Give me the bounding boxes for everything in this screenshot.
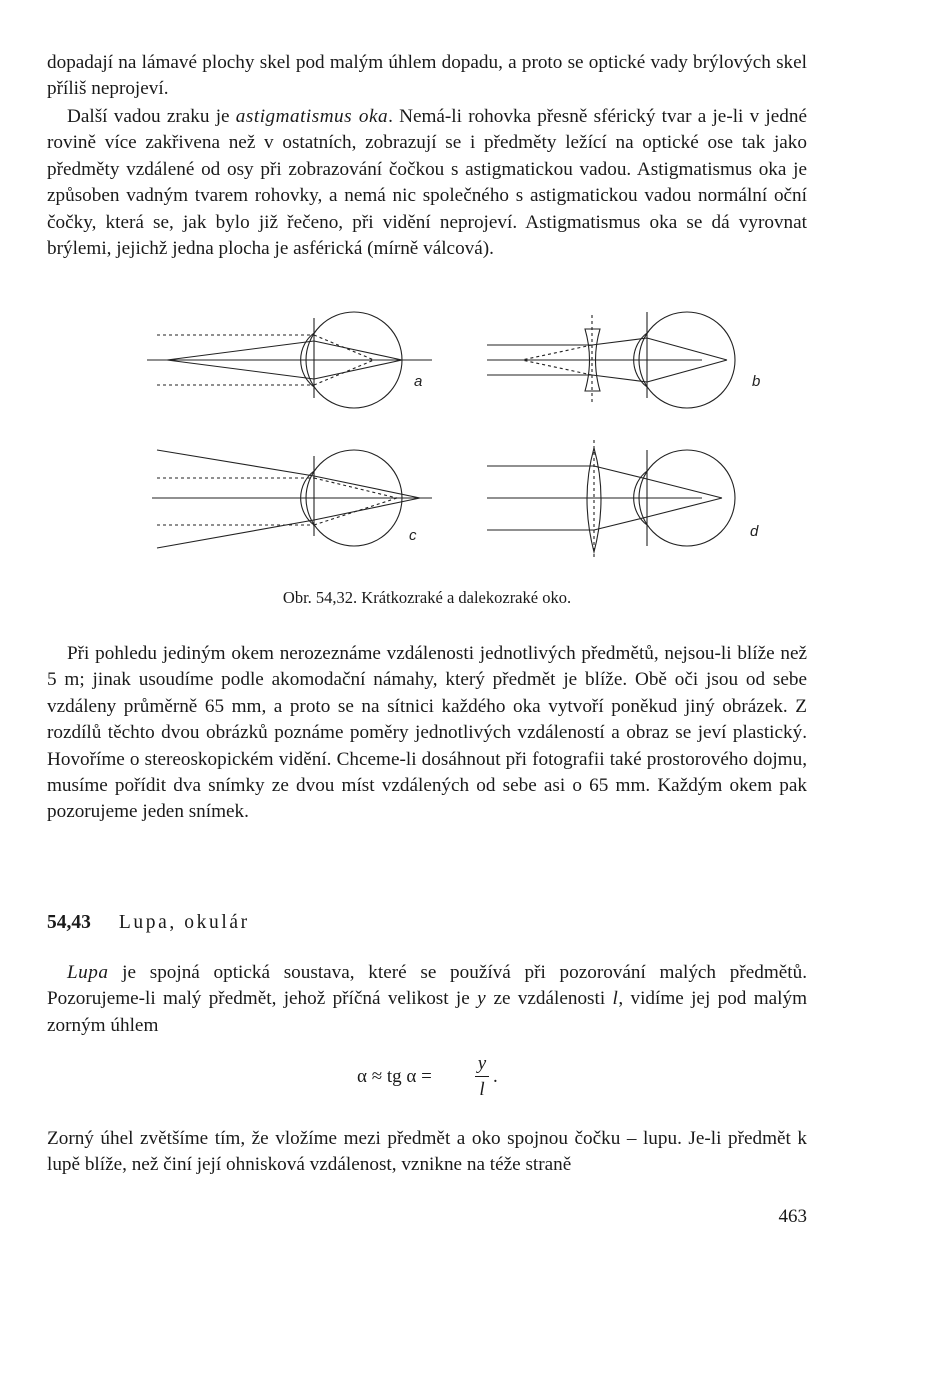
paragraph-2-lead: Další vadou zraku je (67, 106, 236, 127)
paragraph-2-rest: . Nemá-li rohovka přesně sférický tvar a je-li v jedné rovině více zakřivena než v ostatních, zobrazují se i předměty ležící na optické ose tak jako předměty vzdálené od osy při zobrazování čočkou s astigmatickou vadou. Astigmatismus oka je způsoben vadným tvarem rohovky, a nemá nic společného s astigmatickou vadou normální oční čočky, která se, jak bylo již řečeno, při vidění neprojeví. Astigmatismus oka se dá vyrovnat brýlemi, jejichž jedna plocha je asférická (mírně válcová). (47, 106, 807, 260)
label-d: d (750, 523, 759, 540)
diagram-b-corrected-myopia (487, 312, 735, 408)
formula-numerator: y (477, 1053, 487, 1074)
label-c: c (409, 527, 417, 544)
section-title: Lupa, okulár (118, 912, 250, 933)
eye-diagram-figure (142, 300, 761, 572)
paragraph-4-text-1: je spojná optická soustava, které se používá při pozorování malých předmětů. Pozorujeme-li malý předmět, jehož příčná velikost je (47, 962, 807, 1010)
formula-denominator: l (479, 1079, 485, 1100)
eye-diagrams (142, 300, 761, 572)
paragraph-magnifier (47, 960, 807, 1039)
paragraph-stereoscopic: Při pohledu jediným okem nerozeznáme vzdálenosti jednotlivých předmětů, nejsou-li blíže než 5 m; jinak usoudíme podle akomodační námahy, který předmět je blíže. Obě oči jsou od sebe vzdáleny průměrně 65 mm, a proto se na sítnici každého oka vytvoří poněkud jiný obrázek. Z rozdílů těchto dvou obrázků poznáme poměry jednotlivých vzdáleností a obraz se jeví plastický. Hovoříme o stereoskopickém vidění. Chceme-li dosáhnout při fotografii také prostorového dojmu, musíme pořídit dva snímky ze dvou míst vzdálených od sebe asi o 65 mm. Každým okem pak pozorujeme jeden snímek. (47, 643, 807, 823)
paragraph-4-text-2: ze vzdálenosti (486, 988, 613, 1010)
diagram-c-hyperopic-eye (152, 450, 432, 548)
label-a: a (414, 373, 423, 390)
variable-y: y (477, 988, 487, 1010)
paragraph-1: dopadají na lámavé plochy skel pod malým úhlem dopadu, a proto se optické vady brýlových skel příliš neprojeví. (47, 52, 807, 100)
formula-fraction (475, 1054, 489, 1101)
diagram-d-corrected-hyperopia (487, 440, 735, 560)
variable-l: l (612, 988, 619, 1010)
formula-end: . (493, 1066, 498, 1087)
fraction-bar (475, 1076, 489, 1077)
section-number: 54,43 (47, 912, 91, 933)
figure-caption: Obr. 54,32. Krátkozraké a dalekozraké oko. (282, 588, 572, 607)
diagram-a-myopic-eye (147, 312, 432, 408)
term-astigmatism: astigmatismus oka (235, 106, 389, 127)
paragraph-4-text-3: , vidíme jej pod malým zorným úhlem (47, 988, 807, 1036)
label-b: b (752, 373, 761, 390)
angle-formula (357, 1054, 507, 1108)
section-heading (47, 910, 250, 936)
paragraph-astigmatism (47, 104, 807, 262)
term-lupa: Lupa (67, 962, 109, 983)
formula-lhs: α ≈ tg α = (357, 1066, 432, 1087)
paragraph-5: Zorný úhel zvětšíme tím, že vložíme mezi předmět a oko spojnou čočku – lupu. Je-li předmět k lupě blíže, než činí její ohnisková vzdálenost, vznikne na téže straně (47, 1128, 807, 1176)
page-number: 463 (778, 1206, 807, 1227)
